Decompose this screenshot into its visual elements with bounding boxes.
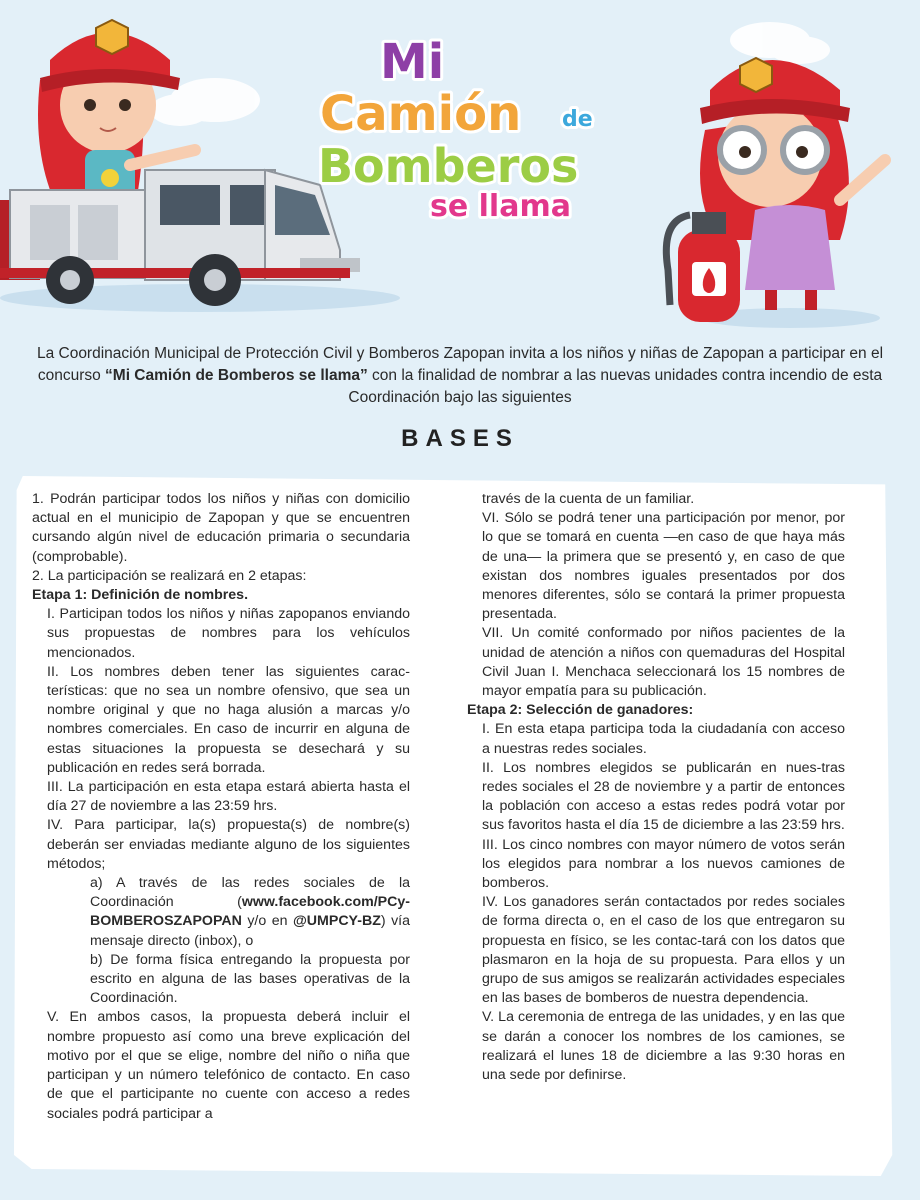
stage-2-heading: Etapa 2: Selección de ganadores:: [467, 702, 694, 719]
method-a: [32, 874, 410, 951]
facebook-handle: www.facebook.com/PCy-BOMBEROSZAPOPAN: [90, 894, 410, 930]
rules-left-column: [32, 490, 410, 1124]
stage-1-item-v-cont: través de la cuenta de un familiar.: [482, 491, 695, 507]
title-de: de: [562, 107, 593, 132]
title-se-llama: se llama: [430, 189, 571, 224]
stage-2-item-ii: II. Los nombres elegidos se publicarán en nues-tras redes sociales el 28 de noviembre y a partir de entonces la población con acceso a estas redes podrá votar por sus favoritos hasta el día 15 de diciembre a las 23:59 hrs.: [482, 759, 845, 834]
stage-1-item-v: V. En ambos casos, la propuesta deberá incluir el nombre propuesto así como una breve explicación del motivo por el que se elige, nombre del niño o niña que participan y un número telefónico de contacto. En caso de que el participante no cuente con acceso a redes sociales podrá participar a: [47, 1009, 410, 1122]
stage-1-item-iii: III. La participación en esta etapa estará abierta hasta el día 27 de noviembre a las 23:59 hrs.: [47, 779, 410, 815]
method-a-text-3: ) vía mensaje directo (inbox), o: [90, 913, 410, 949]
stage-2-item-iii: III. Los cinco nombres con mayor número de votos serán los elegidos para nombrar a los nuevos camiones de bomberos.: [482, 836, 845, 892]
intro-text-2: con la finalidad de nombrar a las nuevas unidades contra incendio de esta Coordinación bajo las siguientes: [348, 367, 883, 406]
stage-1-item-i: I. Participan todos los niños y niñas zapopanos enviando sus propuestas de nombres para los vehículos mencionados.: [47, 606, 410, 661]
intro-paragraph: [28, 343, 892, 409]
stage-2-item-iv: IV. Los ganadores serán contactados por redes sociales de forma directa o, en el caso de los que entregaron su propuesta en físico, se les contac-tará con los datos que plasmaron en la hoja de su propuesta. Para ellos y un grupo de sus amigos se realizarán actividades especiales en las bases de bomberos de nuestra dependencia.: [482, 894, 845, 1007]
stage-1-item-vii: VII. Un comité conformado por niños pacientes de la unidad de atención a niños con quemaduras del Hospital Civil Juan I. Menchaca seleccionará los 15 nombres de mayor empatía para su publicación.: [482, 625, 845, 700]
title-bomberos: Bomberos: [318, 139, 579, 193]
stage-1-item-vi: VI. Sólo se podrá tener una participación por menor, por lo que se tomará en cuenta —en caso de que haya más de una— la primera que se presentó y, en caso de que existan dos nombres iguales presentados por dos menores diferentes, sólo se contará la primer propuesta presentada.: [482, 510, 845, 623]
method-a-text-2: y/o en: [241, 913, 293, 930]
header-illustration: [0, 0, 920, 330]
method-a-text-1: a) A través de las redes sociales de la Coordinación (: [90, 875, 410, 911]
contest-name: “Mi Camión de Bomberos se llama”: [105, 367, 368, 384]
stage-1-item-ii: II. Los nombres deben tener las siguientes carac-terísticas: que no sea un nombre ofensivo, que sea un nombre original y que no haga alusión a marcas y/o nombres comerciales. En caso de incurrir en alguna de estas situaciones la propuesta se desechará y su publicación en redes será borrada.: [47, 663, 410, 776]
twitter-handle: @UMPCY-BZ: [292, 913, 381, 930]
bases-heading: BASES: [401, 425, 519, 452]
intro-text-1: La Coordinación Municipal de Protección Civil y Bomberos Zapopan invita a los niños y niñas de Zapopan a participar en el concurso: [36, 345, 884, 384]
contest-title-logo: [300, 20, 620, 230]
rule-2: 2. La participación se realizará en 2 etapas:: [32, 567, 307, 584]
stage-1-heading: Etapa 1: Definición de nombres.: [32, 587, 249, 604]
stage-2-item-v: V. La ceremonia de entrega de las unidades, y en las que se darán a conocer los nombres de los camiones, se realizará el lunes 18 de diciembre a las 9:30 horas en una sede por definirse.: [482, 1009, 845, 1084]
rules-right-column: [467, 490, 845, 1085]
method-b: b) De forma física entregando la propuesta por escrito en alguna de las bases operativas de la Coordinación.: [90, 951, 410, 1007]
stage-1-item-iv: IV. Para participar, la(s) propuesta(s) de nombre(s) deberán ser enviadas mediante alguno de los siguientes métodos;: [47, 817, 410, 872]
rule-1: 1. Podrán participar todos los niños y niñas con domicilio actual en el municipio de Zapopan y que se encuentren cursando algún nivel de educación primaria o secundaria (comprobable).: [32, 491, 410, 565]
title-mi: Mi: [380, 34, 445, 90]
stage-2-item-i: I. En esta etapa participa toda la ciudadanía con acceso a nuestras redes sociales.: [482, 721, 845, 757]
title-camion: Camión: [320, 86, 522, 142]
